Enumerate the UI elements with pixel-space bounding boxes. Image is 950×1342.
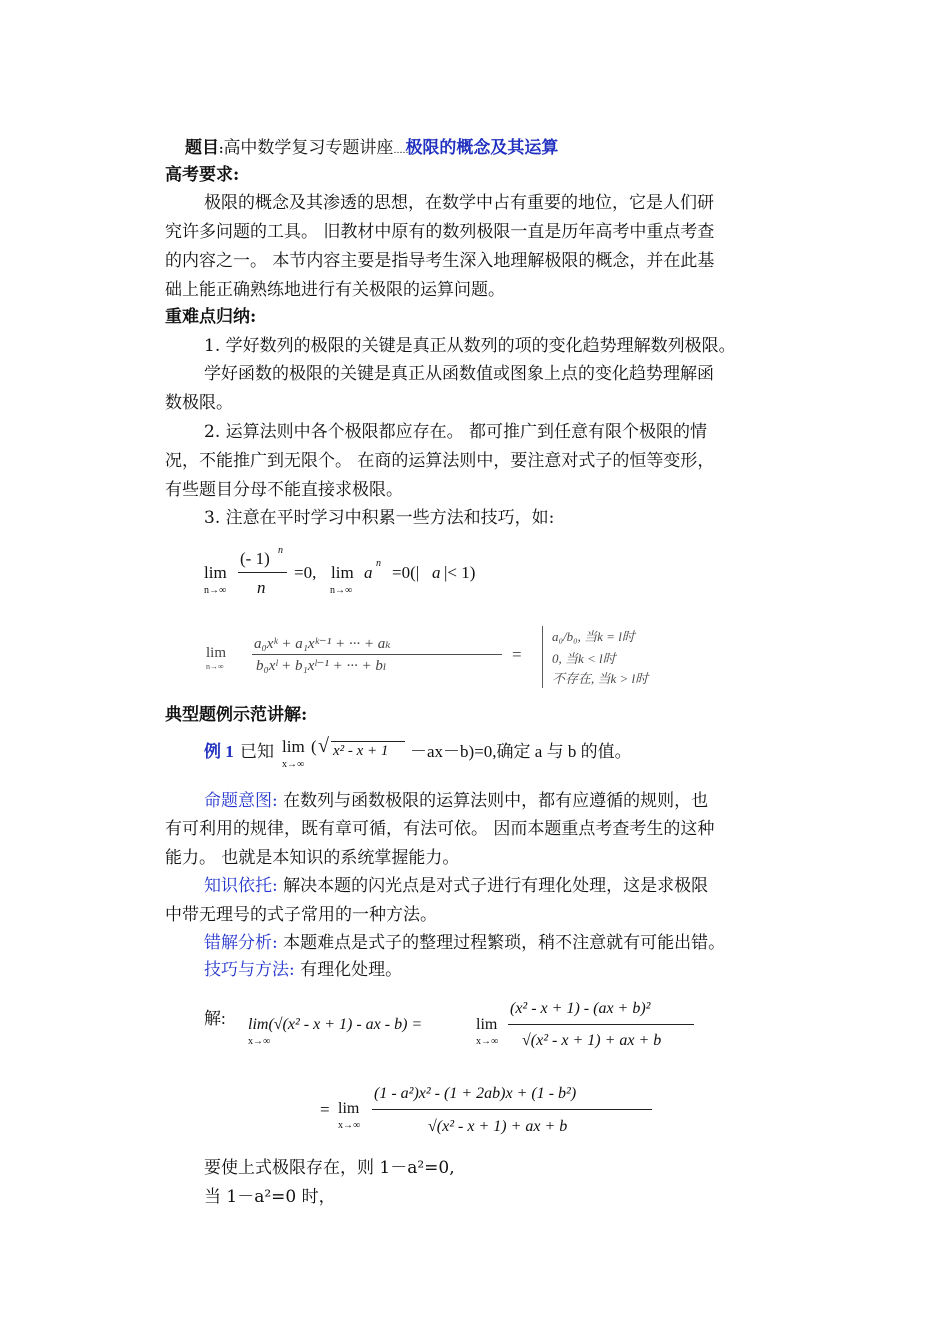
requirements-heading: 高考要求:: [165, 165, 240, 185]
solution-num-1: (x² - x + 1) - (ax + b)²: [510, 1000, 651, 1017]
f2-brace: [542, 626, 543, 688]
example-1-label: 例 1: [204, 742, 234, 761]
key-points-heading: 重难点归纳:: [165, 307, 257, 327]
f1-a: a: [364, 563, 373, 582]
intent-line-3: 能力。 也就是本知识的系统掌握能力。: [165, 848, 460, 868]
solution-lim-2: lim: [338, 1100, 360, 1117]
key-point-line-1: 1. 学好数列的极限的关键是真正从数列的项的变化趋势理解数列极限。: [204, 336, 736, 356]
f2-case-2: 0, 当k < l时: [552, 651, 616, 666]
key-point-line-7: 3. 注意在平时学习中积累一些方法和技巧，如:: [204, 508, 555, 528]
solution-lim-1: lim: [476, 1016, 498, 1033]
solution-under-1: x→∞: [476, 1036, 499, 1047]
solution-under-2: x→∞: [338, 1120, 361, 1131]
f2-denominator: b₀xˡ + b₁xˡ⁻¹ + ··· + bₗ: [256, 658, 387, 674]
solution-line-1: 要使上式极限存在，则 1－a²=0,: [204, 1158, 455, 1178]
example-1-pre: 已知: [240, 742, 274, 761]
key-point-line-3: 数极限。: [165, 393, 233, 413]
requirements-line-1: 极限的概念及其渗透的思想，在数学中占有重要的地位，它是人们研: [204, 193, 714, 213]
example-1-under: x→∞: [282, 759, 305, 770]
f2-numerator: a₀xᵏ + a₁xᵏ⁻¹ + ··· + aₖ: [254, 636, 391, 652]
f1-den: n: [257, 578, 266, 597]
title-label: 题目: [185, 138, 219, 158]
example-1-post: －ax－b)=0,确定 a 与 b 的值。: [410, 742, 632, 761]
examples-heading: 典型题例示范讲解:: [165, 705, 308, 725]
error-text: 本题难点是式子的整理过程繁琐，稍不注意就有可能出错。: [283, 933, 726, 953]
f1-lim2: lim: [331, 563, 354, 582]
f1-cond: |< 1): [444, 563, 476, 582]
f1-eq2: =0(|: [392, 563, 420, 582]
f2-under: n→∞: [206, 662, 224, 671]
f1-frac-bar: [238, 572, 287, 573]
title-colon: :: [219, 142, 224, 156]
requirements-line-3: 的内容之一。 本节内容主要是指导考生深入地理解极限的概念，并在此基: [165, 251, 715, 271]
f1-under2: n→∞: [330, 585, 353, 596]
f1-lim: lim: [204, 563, 227, 582]
solution-eq-2: =: [320, 1100, 330, 1119]
solution-label: 解:: [204, 1009, 226, 1028]
error-line: [204, 931, 790, 955]
skill-line: [204, 958, 790, 982]
intent-label: 命题意图:: [204, 791, 278, 811]
example-1-sqrt-sign: √: [318, 735, 329, 757]
f1-abs-a: a: [432, 563, 441, 582]
page-title: [185, 136, 810, 163]
intent-line-2: 有可利用的规律，既有章可循，有法可依。 因而本题重点考查考生的这种: [165, 819, 715, 839]
intent-line-1: [204, 789, 790, 813]
title-dots: ……: [393, 146, 406, 156]
f2-frac-bar: [252, 654, 502, 655]
solution-num-2: (1 - a²)x² - (1 + 2ab)x + (1 - b²): [374, 1085, 577, 1102]
f1-eq1: =0,: [294, 563, 317, 582]
title-text: 高中数学复习专题讲座: [223, 138, 394, 158]
key-point-line-6: 有些题目分母不能直接求极限。: [165, 480, 403, 500]
solution-lhs: lim(√(x² - x + 1) - ax - b) =: [248, 1016, 423, 1033]
basis-line-2: 中带无理号的式子常用的一种方法。: [165, 905, 437, 925]
solution-den-2: √(x² - x + 1) + ax + b: [428, 1118, 568, 1135]
example-1-paren: (: [311, 737, 317, 756]
basis-text-1: 解决本题的闪光点是对式子进行有理化处理，这是求极限: [283, 876, 709, 896]
solution-line-2: 当 1－a²=0 时，: [204, 1187, 336, 1207]
title-topic: 极限的概念及其运算: [405, 138, 559, 158]
basis-label: 知识依托:: [204, 876, 278, 896]
solution-frac-bar-1: [508, 1024, 694, 1025]
skill-label: 技巧与方法:: [204, 960, 295, 980]
basis-line-1: [204, 874, 790, 898]
solution-lhs-under: x→∞: [248, 1036, 271, 1047]
example-1-sqrt-content: x² - x + 1: [333, 743, 389, 759]
f1-a-exp: n: [376, 558, 381, 569]
error-label: 错解分析:: [204, 933, 278, 953]
requirements-line-4: 础上能正确熟练地进行有关极限的运算问题。: [165, 280, 505, 300]
example-1-sqrt-bar: [331, 741, 405, 742]
solution-frac-bar-2: [372, 1109, 652, 1110]
f2-case-1: a₀/b₀, 当k = l时: [552, 629, 635, 644]
key-point-line-2: 学好函数的极限的关键是真正从函数值或图象上点的变化趋势理解函: [204, 364, 714, 384]
f2-case-3: 不存在, 当k > l时: [552, 671, 649, 686]
f1-num-exp: n: [278, 545, 283, 556]
skill-text: 有理化处理。: [300, 960, 403, 980]
key-point-line-4: 2. 运算法则中各个极限都应存在。 都可推广到任意有限个极限的情: [204, 422, 708, 442]
intent-text-1: 在数列与函数极限的运算法则中，都有应遵循的规则，也: [283, 791, 709, 811]
solution-den-1: √(x² - x + 1) + ax + b: [522, 1032, 662, 1049]
requirements-line-2: 究许多问题的工具。 旧教材中原有的数列极限一直是历年高考中重点考查: [165, 222, 715, 242]
f1-under: n→∞: [204, 585, 227, 596]
f2-lim: lim: [206, 645, 227, 661]
f1-num: (- 1): [240, 549, 270, 568]
f2-eq: =: [512, 645, 522, 664]
example-1-lim: lim: [282, 737, 305, 756]
key-point-line-5: 况，不能推广到无限个。 在商的运算法则中，要注意对式子的恒等变形，: [165, 451, 715, 471]
